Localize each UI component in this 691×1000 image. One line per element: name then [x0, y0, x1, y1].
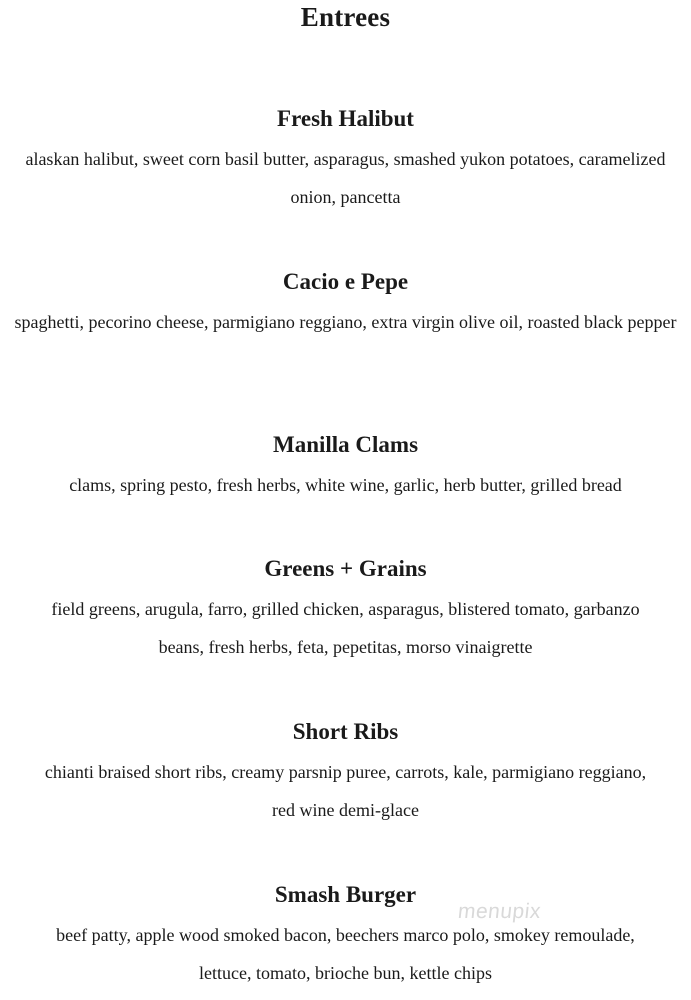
menu-item-description: chianti braised short ribs, creamy parsnip puree, carrots, kale, parmigiano reggiano, red wine demi-glace: [44, 762, 647, 820]
menu-item-cacio-e-pepe: [0, 267, 691, 341]
menu-item-description: clams, spring pesto, fresh herbs, white wine, garlic, herb butter, grilled bread: [69, 475, 622, 495]
menu-item-description: field greens, arugula, farro, grilled chicken, asparagus, blistered tomato, garbanzo beans, fresh herbs, feta, pepetitas, morso vinaigrette: [51, 599, 640, 657]
menu-item-name: Greens + Grains: [264, 556, 427, 581]
menu-item-greens-grains: [0, 554, 691, 666]
menu-item-fresh-halibut: [0, 104, 691, 216]
menu-item-name: Smash Burger: [274, 882, 417, 907]
page-title: Entrees: [300, 2, 391, 32]
menu-item-name: Manilla Clams: [272, 432, 419, 457]
menu-item-name: Short Ribs: [292, 719, 399, 744]
menu-item-short-ribs: [0, 717, 691, 829]
menu-item-description: alaskan halibut, sweet corn basil butter, asparagus, smashed yukon potatoes, caramelized onion, pancetta: [25, 149, 666, 207]
menu-item-name: Fresh Halibut: [277, 106, 414, 131]
menu-item-description: spaghetti, pecorino cheese, parmigiano reggiano, extra virgin olive oil, roasted black pepper: [14, 312, 677, 332]
menu-item-description: beef patty, apple wood smoked bacon, beechers marco polo, smokey remoulade, lettuce, tomato, brioche bun, kettle chips: [56, 925, 635, 983]
menu-item-name: Cacio e Pepe: [282, 269, 409, 294]
menu-item-smash-burger: [0, 880, 691, 992]
menu-item-manilla-clams: [0, 430, 691, 504]
watermark-logo: menupix: [456, 900, 543, 923]
